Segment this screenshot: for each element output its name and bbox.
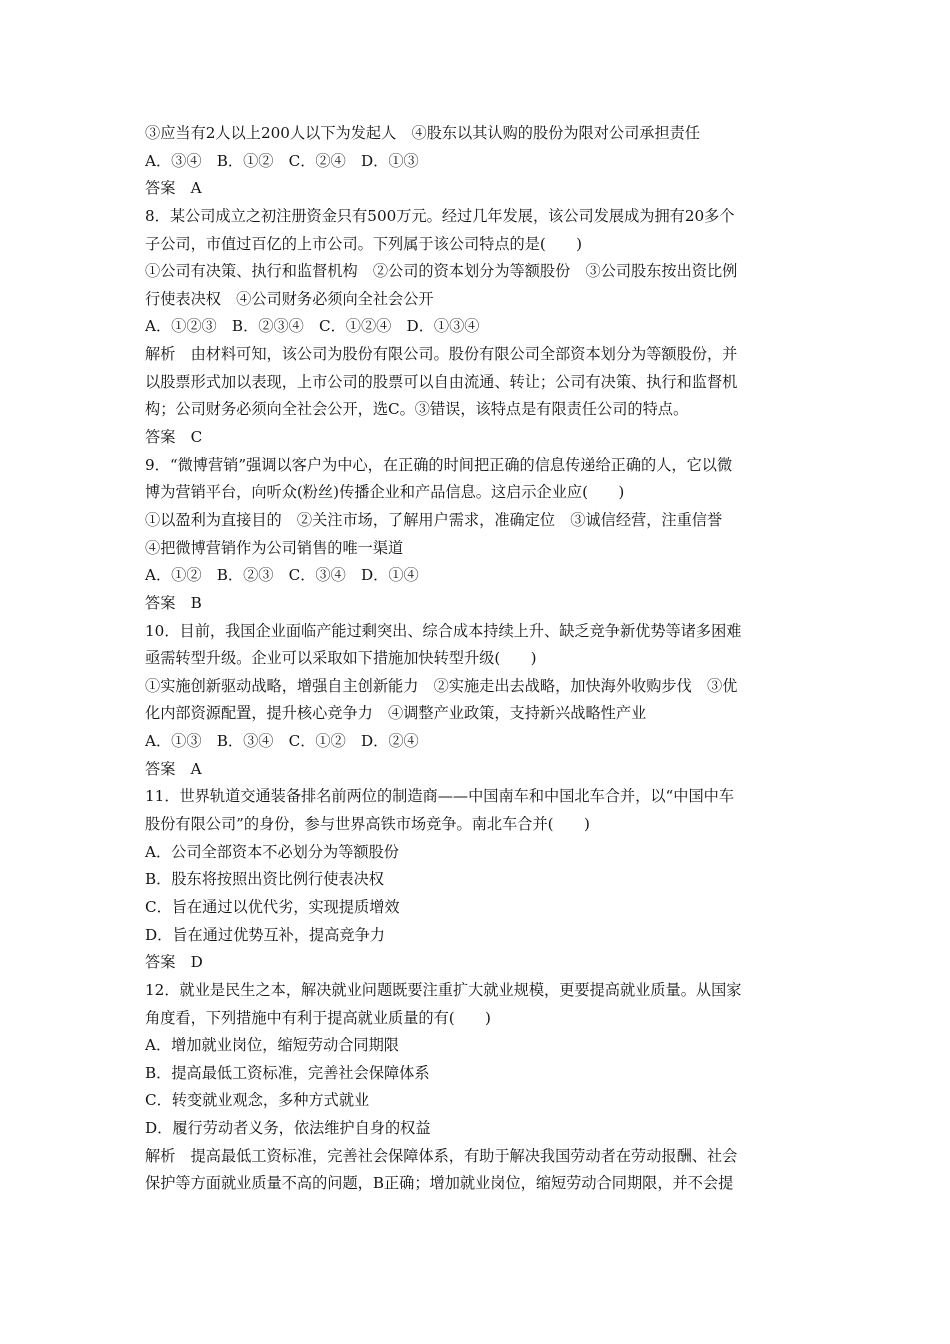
text-line: 8．某公司成立之初注册资金只有500万元。经过几年发展，该公司发展成为拥有20多个 [145,206,735,225]
text-line: A．③④ B．①② C．②④ D．①③ [145,151,419,170]
text-line: ①公司有决策、执行和监督机构 ②公司的资本划分为等额股份 ③公司股东按出资比例 [145,262,738,281]
text-line: 股份有限公司”的身份，参与世界高铁市场竞争。南北车合并( ) [145,815,590,834]
text-line: ①以盈利为直接目的 ②关注市场，了解用户需求，准确定位 ③诚信经营，注重信誉 [145,510,723,529]
text-line: 10．目前，我国企业面临产能过剩突出、综合成本持续上升、缺乏竞争新优势等诸多困难 [145,621,742,640]
text-line: 构；公司财务必须向全社会公开，选C。③错误，该特点是有限责任公司的特点。 [145,400,689,419]
text-line: 博为营销平台，向听众(粉丝)传播企业和产品信息。这启示企业应( ) [145,483,625,502]
text-line: 子公司，市值过百亿的上市公司。下列属于该公司特点的是( ) [145,234,583,253]
text-line: D．旨在通过优势互补，提高竞争力 [145,925,385,944]
text-line: 角度看，下列措施中有利于提高就业质量的有( ) [145,1008,491,1027]
text-line: A．①②③ B．②③④ C．①②④ D．①③④ [145,317,480,336]
text-line: 答案 A [145,759,202,778]
document-page [145,120,810,1198]
text-line: 解析 提高最低工资标准，完善社会保障体系，有助于解决我国劳动者在劳动报酬、社会 [145,1146,738,1165]
text-line: 以股票形式加以表现，上市公司的股票可以自由流通、转让；公司有决策、执行和监督机 [145,372,738,391]
text-line: 解析 由材料可知，该公司为股份有限公司。股份有限公司全部资本划分为等额股份，并 [145,345,738,364]
text-line: D．履行劳动者义务，依法维护自身的权益 [145,1119,431,1138]
text-line: 11．世界轨道交通装备排名前两位的制造商——中国南车和中国北车合并，以“中国中车 [145,787,735,806]
text-line: A．公司全部资本不必划分为等额股份 [145,842,399,861]
text-line: 亟需转型升级。企业可以采取如下措施加快转型升级( ) [145,649,537,668]
text-line: 答案 B [145,593,202,612]
text-line: 化内部资源配置，提升核心竞争力 ④调整产业政策，支持新兴战略性产业 [145,704,647,723]
text-line: A．①③ B．③④ C．①② D．②④ [145,732,419,751]
text-line: ①实施创新驱动战略，增强自主创新能力 ②实施走出去战略，加快海外收购步伐 ③优 [145,676,738,695]
text-line: 保护等方面就业质量不高的问题，B正确；增加就业岗位，缩短劳动合同期限，并不会提 [145,1174,734,1193]
text-line: 答案 C [145,428,203,447]
text-line: C．转变就业观念，多种方式就业 [145,1091,370,1110]
text-line: A．增加就业岗位，缩短劳动合同期限 [145,1036,399,1055]
text-line: B．提高最低工资标准，完善社会保障体系 [145,1063,430,1082]
text-line: 行使表决权 ④公司财务必须向全社会公开 [145,289,434,308]
text-line: C．旨在通过以优代劣，实现提质增效 [145,897,400,916]
text-line: 答案 D [145,953,203,972]
text-line: ③应当有2人以上200人以下为发起人 ④股东以其认购的股份为限对公司承担责任 [145,124,701,142]
text-line: 答案 A [145,179,202,198]
text-line: 12．就业是民生之本，解决就业问题既要注重扩大就业规模，更要提高就业质量。从国家 [145,980,742,999]
text-line: ④把微博营销作为公司销售的唯一渠道 [145,538,404,557]
text-line: 9．“微博营销”强调以客户为中心，在正确的时间把正确的信息传递给正确的人，它以微 [145,455,733,474]
text-line: B．股东将按照出资比例行使表决权 [145,870,384,889]
text-line: A．①② B．②③ C．③④ D．①④ [145,566,419,585]
